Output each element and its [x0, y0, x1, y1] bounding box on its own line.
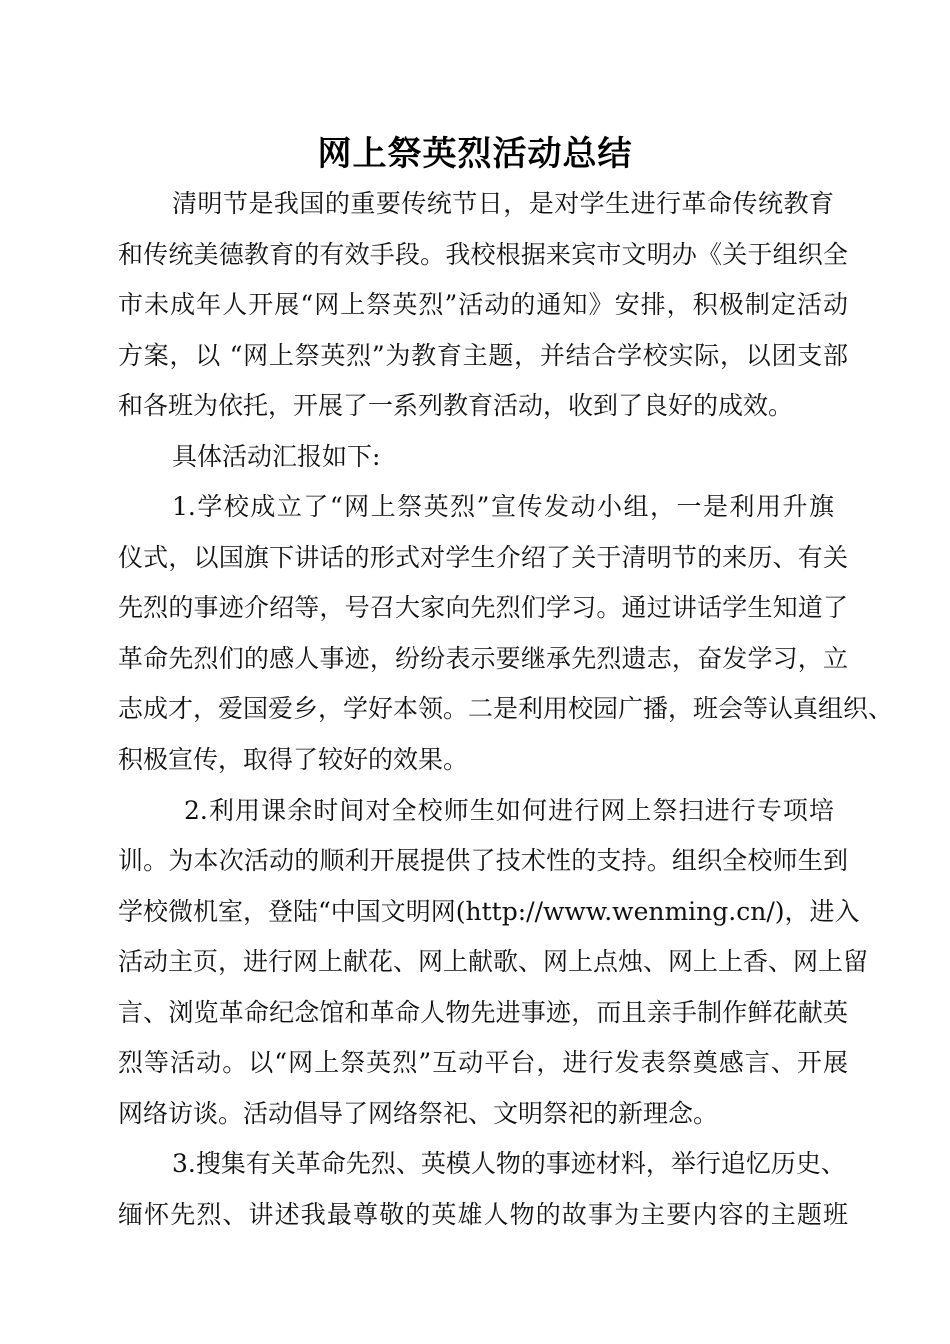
paragraph-line: 方案，以 “网上祭英烈”为教育主题，并结合学校实际，以团支部 — [118, 341, 848, 370]
paragraph-line: 积极宣传，取得了较好的效果。 — [118, 745, 469, 774]
paragraph-line: 烈等活动。以“网上祭英烈”互动平台，进行发表祭奠感言、开展 — [118, 1048, 848, 1077]
paragraph-line: 先烈的事迹介绍等，号召大家向先烈们学习。通过讲话学生知道了 — [118, 593, 848, 622]
paragraph-line: 市未成年人开展“网上祭英烈”活动的通知》安排，积极制定活动 — [118, 290, 848, 319]
paragraph-line: 缅怀先烈、讲述我最尊敬的英雄人物的故事为主要内容的主题班 — [118, 1200, 848, 1229]
paragraph-line: 1.学校成立了“网上祭英烈”宣传发动小组，一是利用升旗 — [172, 492, 834, 521]
paragraph-line: 具体活动汇报如下: — [172, 442, 381, 471]
paragraph-line: 志成才，爱国爱乡，学好本领。二是利用校园广播，班会等认真组织、 — [118, 694, 894, 723]
paragraph-line: 活动主页，进行网上献花、网上献歌、网上点烛、网上上香、网上留 — [118, 947, 869, 976]
paragraph-line: 2.利用课余时间对全校师生如何进行网上祭扫进行专项培 — [184, 796, 834, 825]
document-title: 网上祭英烈活动总结 — [317, 134, 633, 174]
paragraph-line: 清明节是我国的重要传统节日，是对学生进行革命传统教育 — [172, 189, 834, 218]
paragraph-line: 仪式，以国旗下讲话的形式对学生介绍了关于清明节的来历、有关 — [118, 543, 848, 572]
paragraph-line: 和各班为依托，开展了一系列教育活动，收到了良好的成效。 — [118, 391, 794, 420]
paragraph-line: 言、浏览革命纪念馆和革命人物先进事迹，而且亲手制作鲜花献英 — [118, 998, 848, 1027]
paragraph-line: 训。为本次活动的顺利开展提供了技术性的支持。组织全校师生到 — [118, 846, 848, 875]
paragraph-line: 革命先烈们的感人事迹，纷纷表示要继承先烈遗志，奋发学习，立 — [118, 644, 848, 673]
paragraph-line: 和传统美德教育的有效手段。我校根据来宾市文明办《关于组织全 — [118, 240, 848, 269]
paragraph-line: 学校微机室，登陆“中国文明网(http://www.wenming.cn/)，进入 — [118, 897, 860, 926]
paragraph-line: 3.搜集有关革命先烈、英模人物的事迹材料，举行追忆历史、 — [172, 1149, 846, 1178]
paragraph-line: 网络访谈。活动倡导了网络祭祀、文明祭祀的新理念。 — [118, 1099, 719, 1128]
